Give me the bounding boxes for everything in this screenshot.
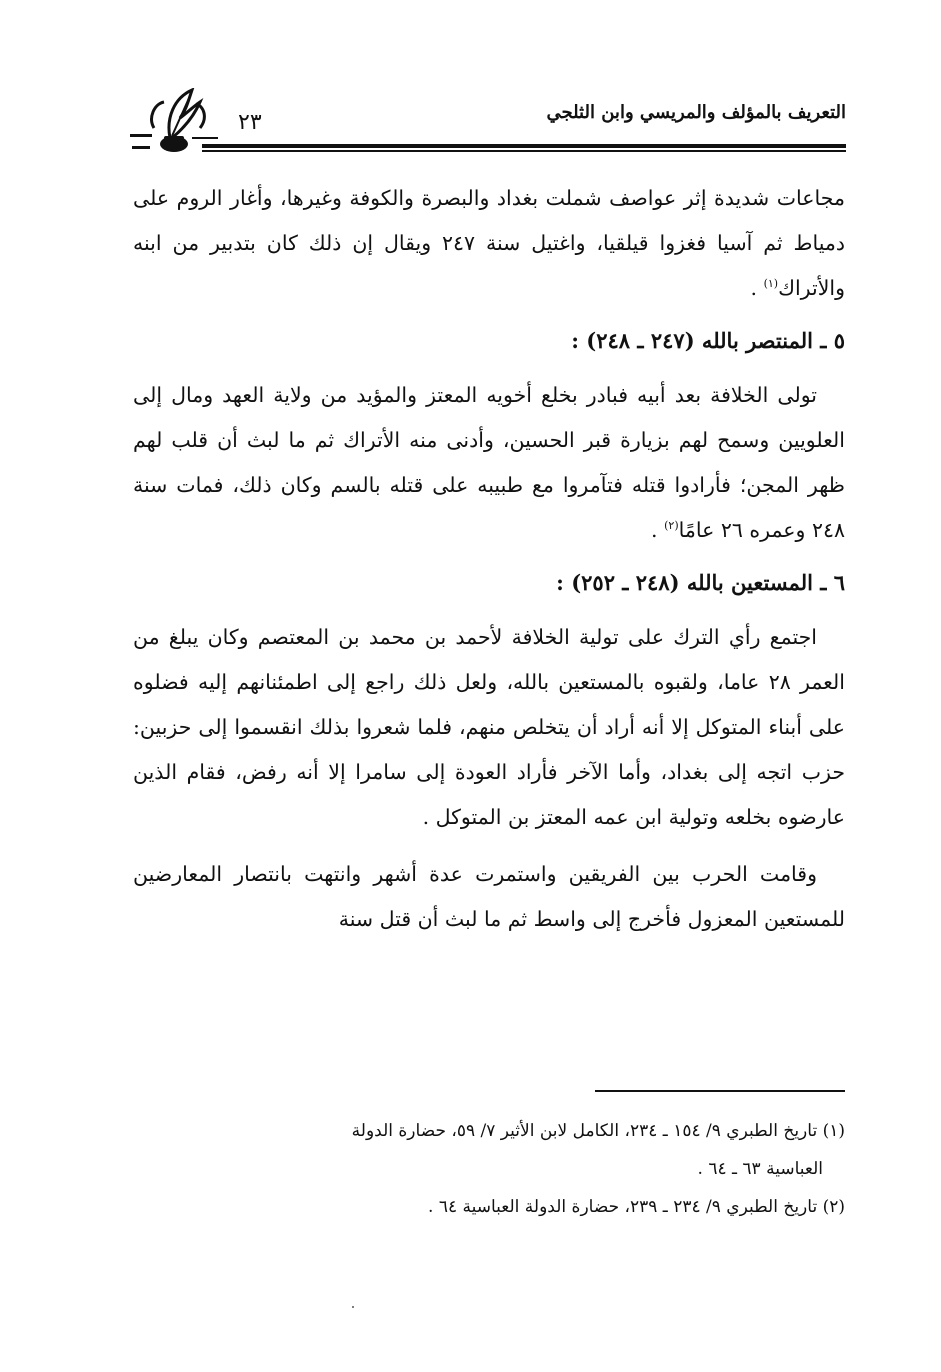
footnote-ref-1: (١) — [763, 277, 779, 291]
section-heading-6: ٦ ـ المستعين بالله (٢٤٨ ـ ٢٥٢) : — [556, 570, 845, 595]
stray-dot — [352, 1306, 354, 1308]
paragraph-2-end: . — [651, 518, 665, 542]
header-rule-thick — [202, 144, 846, 148]
footnote-separator — [595, 1090, 845, 1092]
footnote-ref-2: (٢) — [664, 519, 679, 533]
paragraph-4: وقامت الحرب بين الفريقين واستمرت عدة أشهر وانتهت بانتصار المعارضين للمستعين المعزول فأخرج إلى واسط ثم ما لبث أن قتل سنة — [133, 862, 845, 931]
paragraph-3: اجتمع رأي الترك على تولية الخلافة لأحمد بن محمد بن المعتصم وكان يبلغ من العمر ٢٨ عاما، ولقبوه بالمستعين بالله، ولعل ذلك راجع إلى اطمئنانهم إليه فضلوه على أبناء المتوكل إلا أنه أراد أن يتخلص منهم، فلما شعروا بذلك انقسموا إلى حزبين: حزب اتجه إلى بغداد، وأما الآخر فأراد العودة إلى سامرا إلا أنه رفض، فقام الذين عارضوه بخلعه وتولية ابن عمه المعتز بن المتوكل . — [133, 625, 846, 829]
paragraph-1 — [133, 176, 845, 311]
page-number: ٢٣ — [238, 110, 262, 135]
header-rule-thin — [202, 150, 846, 152]
footnote-2: (٢) تاريخ الطبري ٩/ ٢٣٤ ـ ٢٣٩، حضارة الدولة العباسية ٦٤ . — [428, 1197, 845, 1217]
section-heading-5: ٥ ـ المنتصر بالله (٢٤٧ ـ ٢٤٨) : — [571, 328, 845, 353]
footnote-1-continued: العباسية ٦٣ ـ ٦٤ . — [697, 1159, 823, 1179]
footnotes — [133, 1112, 845, 1226]
paragraph-2-text: تولى الخلافة بعد أبيه فبادر بخلع أخويه المعتز والمؤيد من ولاية العهد ومال إلى العلويين وسمح لهم بزيارة قبر الحسين، وأدنى منه الأتراك ثم ما لبث أن قلب لهم ظهر المجن؛ فأرادوا قتله فتآمروا مع طبيبه على قتله بالسم وكان ذلك، فمات سنة ٢٤٨ وعمره ٢٦ عامًا — [133, 383, 845, 542]
running-header-title: التعريف بالمؤلف والمريسي وابن الثلجي — [546, 102, 846, 123]
footnote-1: (١) تاريخ الطبري ٩/ ١٥٤ ـ ٢٣٤، الكامل لابن الأثير ٧/ ٥٩، حضارة الدولة — [351, 1121, 845, 1141]
paragraph-2 — [133, 373, 845, 553]
main-text — [133, 176, 845, 942]
paragraph-1-end: . — [750, 276, 764, 300]
running-header — [130, 88, 846, 158]
paragraph-1-text: مجاعات شديدة إثر عواصف شملت بغداد والبصرة والكوفة وغيرها، وأغار الروم على دمياط ثم آسيا فغزوا قيلقيا، واغتيل سنة ٢٤٧ ويقال إن ذلك كان بتدبير من ابنه والأتراك — [133, 186, 846, 300]
